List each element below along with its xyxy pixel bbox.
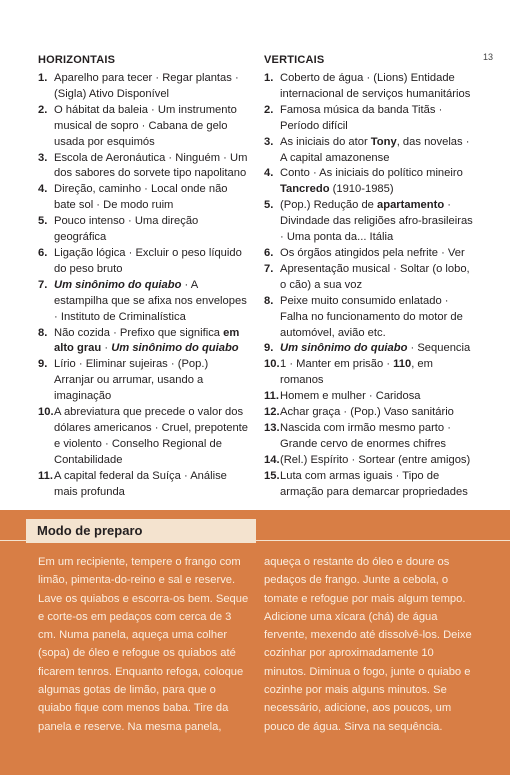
clue-item (264, 389, 478, 405)
clue-number: 5. (264, 199, 274, 212)
clue-item (264, 453, 478, 469)
clue-text: Tancredo (280, 183, 330, 196)
clue-number: 12. (264, 406, 280, 419)
preparo-text-right: aqueça o restante do óleo e doure os pedaços de frango. Junte a cebola, o tomate e refogue por mais algum tempo. Adicione uma xícara (chá) de água fervente, mexendo até dissolvê-los. Deixe cozinhar por aproximadamente 10 minutos. Diminua o fogo, junte o quiabo e cozinhe por mais alguns minutos. Se necessário, adicione, aos poucos, um pouco de água. Sirva na sequência. (264, 556, 472, 733)
clue-text: Peixe muito consumido enlatado · Falha no funcionamento do motor de automóvel, avião etc. (280, 294, 463, 339)
clue-item (38, 214, 250, 246)
horizontais-clue-list (38, 71, 250, 500)
clue-item (264, 405, 478, 421)
clue-text: As iniciais do ator (280, 135, 371, 148)
modo-de-preparo-section (0, 510, 510, 775)
clue-number: 7. (38, 278, 48, 291)
clue-text: Nascida com irmão mesmo parto · Grande cervo de enormes chifres (280, 421, 451, 450)
clue-text: Luta com armas iguais · Tipo de armação para demarcar propriedades (280, 469, 468, 498)
clue-number: 6. (38, 246, 48, 259)
clue-item (38, 151, 250, 183)
clue-number: 3. (38, 151, 48, 164)
clue-number: 4. (264, 167, 274, 180)
clue-item (264, 103, 478, 135)
clue-text: , em romanos (280, 358, 433, 387)
verticais-clue-list (264, 71, 478, 500)
clue-number: 6. (264, 246, 274, 259)
clue-item (38, 326, 250, 358)
clue-number: 5. (38, 215, 48, 228)
clue-item (264, 198, 478, 246)
clue-text: (1910-1985) (329, 183, 394, 196)
clue-number: 8. (264, 294, 274, 307)
clue-number: 10. (38, 406, 54, 419)
clue-item (264, 166, 478, 198)
clue-number: 3. (264, 135, 274, 148)
clue-text: (Rel.) Espírito · Sortear (entre amigos) (280, 453, 471, 466)
clue-item (38, 469, 250, 501)
clue-text: Apresentação musical · Soltar (o lobo, o cão) a sua voz (280, 262, 470, 291)
clue-number: 9. (264, 342, 274, 355)
clue-text: Conto · As iniciais do político mineiro (280, 167, 463, 180)
clue-number: 11. (38, 469, 53, 482)
clue-text: Homem e mulher · Caridosa (280, 390, 421, 403)
horizontais-title: HORIZONTAIS (38, 54, 116, 66)
clue-number: 2. (38, 103, 48, 116)
clue-text: · (101, 342, 112, 355)
verticais-title: VERTICAIS (264, 54, 325, 66)
clue-item (38, 71, 250, 103)
clue-item (264, 135, 478, 167)
clue-number: 15. (264, 469, 280, 482)
clue-text: O hábitat da baleia · Um instrumento musical de sopro · Cabana de gelo usada por esquimós (54, 103, 237, 148)
verticais-column (264, 53, 478, 500)
clue-number: 10. (264, 358, 280, 371)
clue-text: A abreviatura que precede o valor dos dólares americanos · Cruel, prepotente e violento · Conselho Regional de Contabilidade (54, 406, 249, 466)
clue-text: Escola de Aeronáutica · Ninguém · Um dos sabores do sorvete tipo napolitano (54, 151, 248, 180)
clue-text: · Sequencia (407, 342, 471, 355)
clue-text: Coberto de água · (Lions) Entidade internacional de serviços humanitários (280, 72, 471, 100)
clue-text: Não cozida · Prefixo que significa (54, 326, 224, 339)
clue-text: Pouco intenso · Uma direção geográfica (54, 215, 199, 244)
clue-number: 9. (38, 358, 48, 371)
clue-number: 11. (264, 390, 279, 403)
clue-item (38, 357, 250, 405)
clue-item (38, 103, 250, 151)
modo-de-preparo-title: Modo de preparo (37, 523, 143, 538)
clue-item (38, 278, 250, 326)
clue-item (38, 182, 250, 214)
clue-item (264, 421, 478, 453)
clue-text: apartamento (377, 199, 445, 212)
clue-item (264, 357, 478, 389)
clue-text: · A estampilha que se afixa nos envelopes · Instituto de Criminalística (54, 278, 247, 323)
clue-item (264, 71, 478, 103)
horizontais-column (38, 53, 250, 500)
clue-item (38, 246, 250, 278)
clue-text: Aparelho para tecer · Regar plantas · (Sigla) Ativo Disponível (54, 72, 239, 100)
clue-item (264, 262, 478, 294)
preparo-text-left: Em um recipiente, tempere o frango com limão, pimenta-do-reino e sal e reserve. Lave os quiabos e escorra-os bem. Seque e corte-os em pedaços com cerca de 3 cm. Numa panela, aqueça uma colher (sopa) de óleo e refogue os quiabos até ficarem tenros. Enquanto refoga, coloque algumas gotas de limão, para que o quiabo fique com menos baba. Tire da panela e reserve. Na mesma panela, (38, 556, 249, 733)
clue-item (264, 294, 478, 342)
clue-text: , das novelas · A capital amazonense (280, 135, 470, 164)
clue-text: Famosa música da banda Titãs · Período difícil (280, 103, 443, 132)
clue-text: Achar graça · (Pop.) Vaso sanitário (280, 406, 454, 419)
section-divider (0, 540, 510, 541)
clue-number: 13. (264, 421, 280, 434)
clue-number: 2. (264, 103, 274, 116)
clue-number: 8. (38, 326, 48, 339)
clue-number: 14. (264, 453, 280, 466)
clue-text: Direção, caminho · Local onde não bate sol · De modo ruim (54, 183, 228, 212)
clue-text: 1 · Manter em prisão · (280, 358, 394, 371)
clue-item (38, 405, 250, 469)
clue-text: Um sinônimo do quiabo (54, 278, 182, 291)
clue-text: Lírio · Eliminar sujeiras · (Pop.) Arranjar ou arrumar, usando a imaginação (54, 358, 209, 403)
clue-number: 1. (264, 72, 274, 84)
clue-item (264, 246, 478, 262)
clue-number: 1. (38, 72, 48, 84)
page-number: 13 (483, 52, 494, 62)
clue-text: 110 (393, 358, 412, 371)
clue-text: em alto grau (54, 326, 240, 355)
clue-text: Os órgãos atingidos pela nefrite · Ver (280, 246, 465, 259)
clue-text: A capital federal da Suíça · Análise mais profunda (54, 469, 227, 498)
clue-text: Um sinônimo do quiabo (111, 342, 239, 355)
clue-text: (Pop.) Redução de (280, 199, 378, 212)
clue-number: 4. (38, 183, 48, 196)
clue-text: Ligação lógica · Excluir o peso líquido do peso bruto (54, 246, 242, 275)
clue-item (264, 469, 478, 501)
clue-text: · Divindade das religiões afro-brasileiras · Uma ponta da... Itália (280, 199, 473, 244)
clue-number: 7. (264, 262, 274, 275)
clue-text: Tony (370, 135, 397, 148)
clue-text: Um sinônimo do quiabo (280, 342, 408, 355)
clue-item (264, 341, 478, 357)
